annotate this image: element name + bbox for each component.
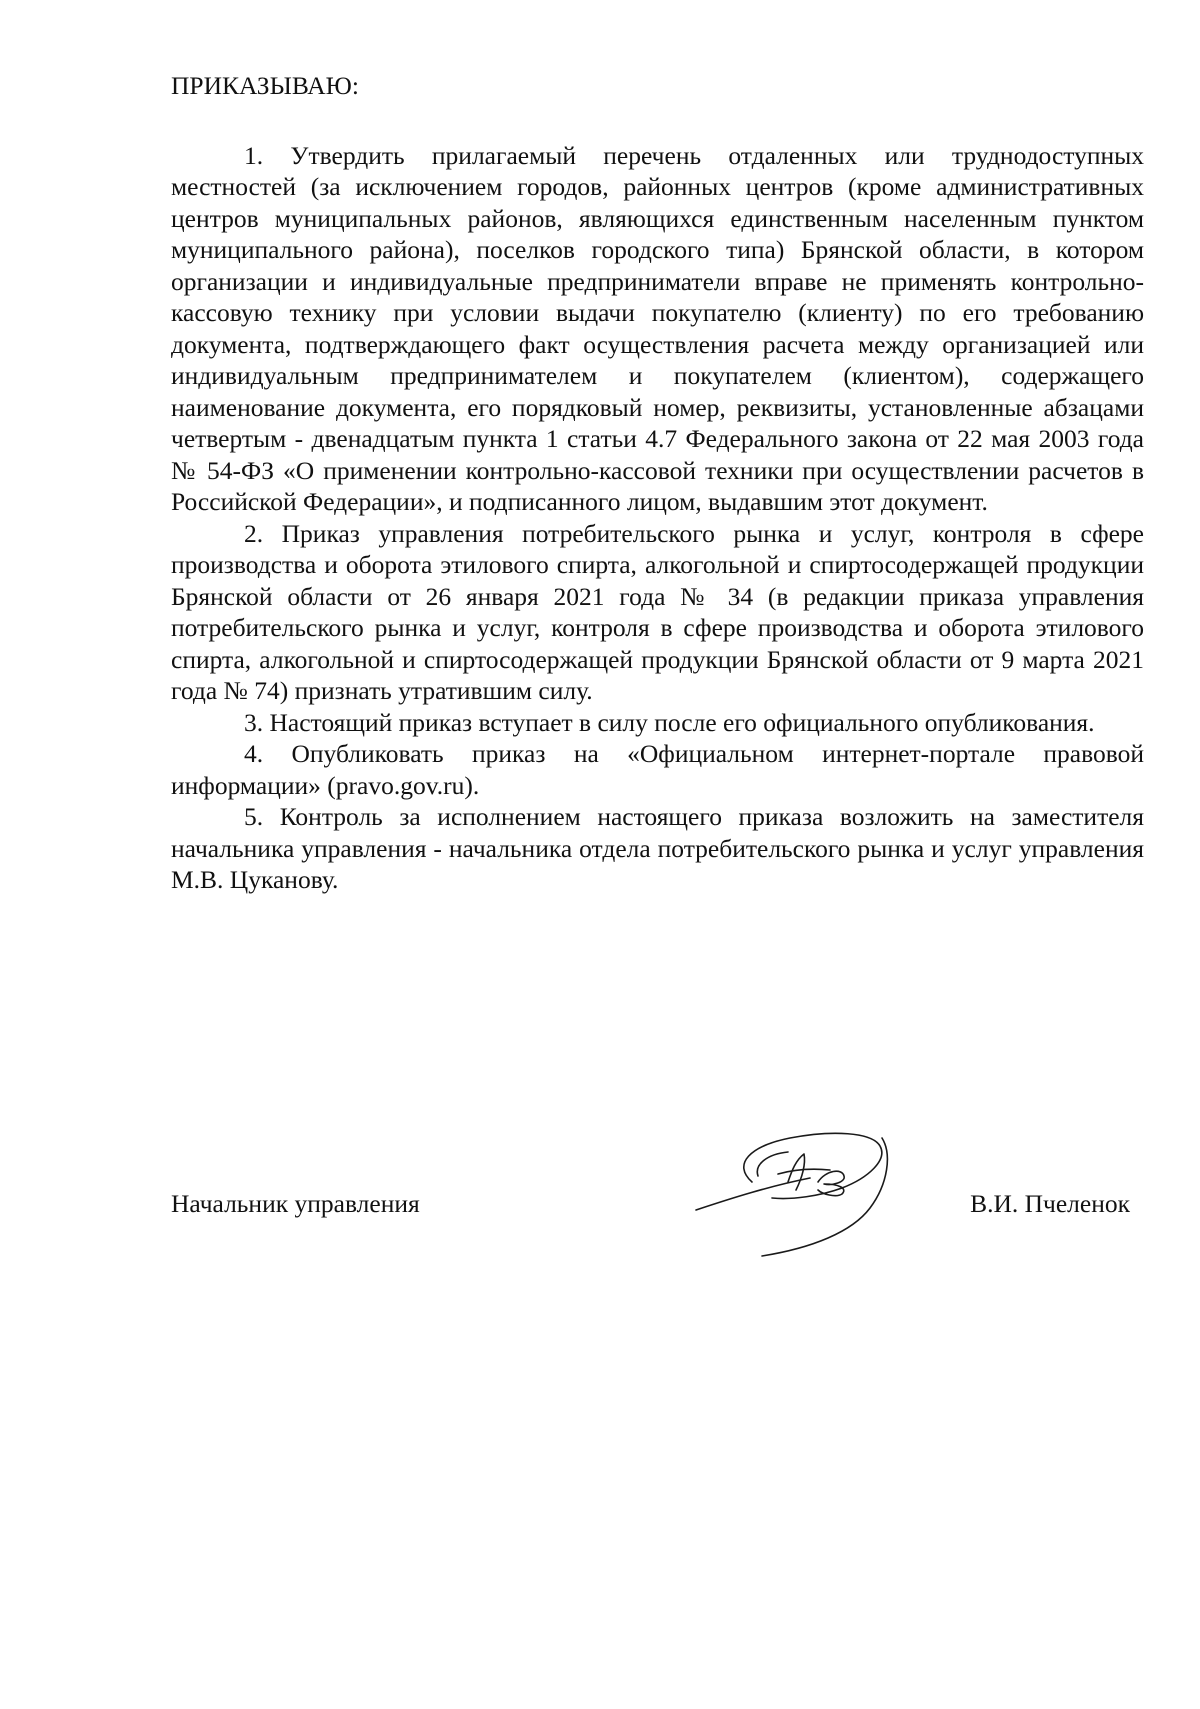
order-item-4: 4. Опубликовать приказ на «Официальном интернет-портале правовой информации» (pravo.gov.ru). [171, 739, 1144, 800]
signature-block [171, 1188, 1130, 1228]
order-item-5: 5. Контроль за исполнением настоящего приказа возложить на заместителя начальника управления - начальника отдела потребительского рынка и услуг управления М.В. Цуканову. [171, 802, 1144, 894]
order-item-2: 2. Приказ управления потребительского рынка и услуг, контроля в сфере производства и оборота этилового спирта, алкогольной и спиртосодержащей продукции Брянской области от 26 января 2021 года № 34 (в редакции приказа управления потребительского рынка и услуг, контроля в сфере производства и оборота этилового спирта, алкогольной и спиртосодержащей продукции Брянской области от 9 марта 2021 года № 74) признать утратившим силу. [171, 518, 1144, 705]
order-item-3: 3. Настоящий приказ вступает в силу после его официального опубликования. [244, 707, 1095, 737]
order-item-1: 1. Утвердить прилагаемый перечень отдаленных или труднодоступных местностей (за исключением городов, районных центров (кроме административных центров муниципальных районов, являющихся единственным населенным пунктом муниципального района), поселков городского типа) Брянской области, в котором организации и индивидуальные предприниматели вправе не применять контрольно-кассовую технику при условии выдачи покупателю (клиенту) по его требованию документа, подтверждающего факт осуществления расчета между организацией или индивидуальным предпринимателем и покупателем (клиентом), содержащего наименование документа, его порядковый номер, реквизиты, установленные абзацами четвертым - двенадцатым пункта 1 статьи 4.7 Федерального закона от 22 мая 2003 года № 54-ФЗ «О применении контрольно-кассовой техники при осуществлении расчетов в Российской Федерации», и подписанного лицом, выдавшим этот документ. [171, 140, 1144, 516]
handwritten-signature [692, 1124, 907, 1264]
signatory-name: В.И. Пчеленок [970, 1189, 1130, 1218]
order-heading: ПРИКАЗЫВАЮ: [171, 71, 359, 100]
signatory-position: Начальник управления [171, 1189, 420, 1218]
document-body [171, 70, 1144, 896]
